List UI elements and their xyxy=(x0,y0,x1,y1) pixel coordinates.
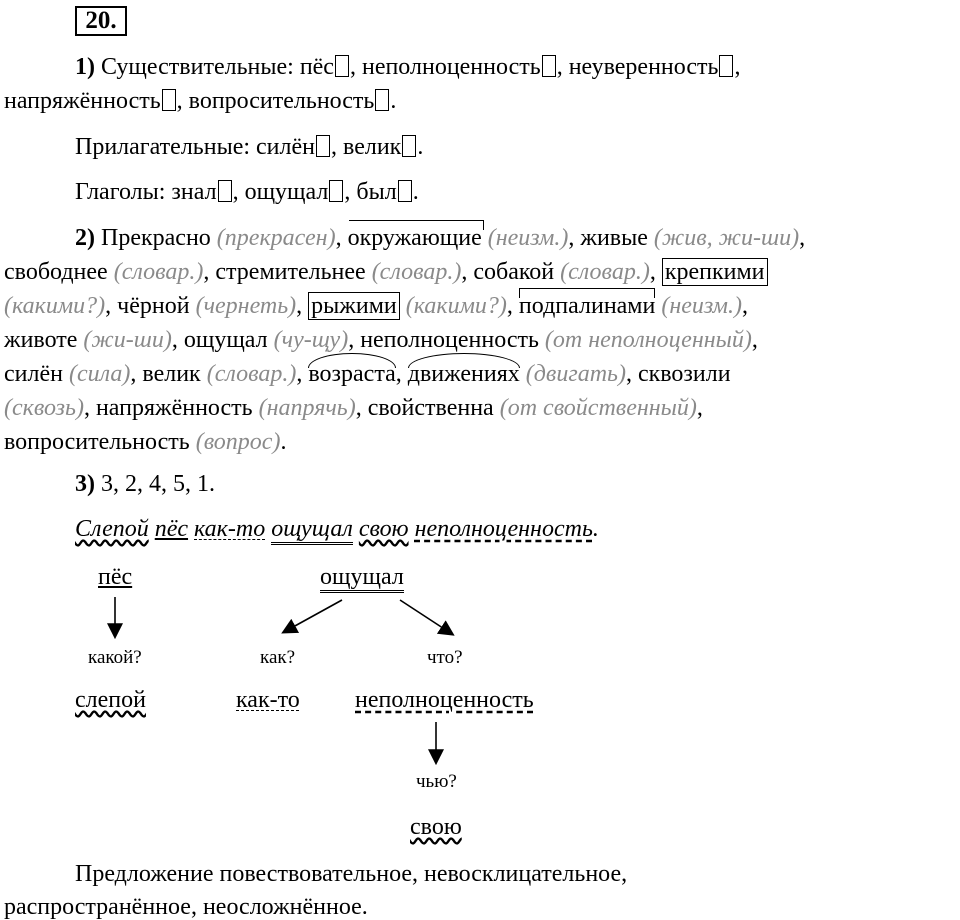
hint: (жив, жи-ши) xyxy=(653,225,800,251)
part1-adj-line: Прилагательные: силён , велик . xyxy=(75,134,424,160)
verb-word: был xyxy=(356,179,397,205)
sentence-word-adverbial: как-то xyxy=(194,516,266,542)
adj-word: силён xyxy=(256,134,315,160)
hint: (сила) xyxy=(68,361,131,387)
word: стремительнее xyxy=(215,259,366,285)
verbs-heading: Глаголы: xyxy=(75,179,166,205)
hint: (прекрасен) xyxy=(216,225,336,251)
noun-word: вопросительность xyxy=(188,88,375,114)
part2-label: 2) xyxy=(75,225,95,251)
word-ending-framed: крепкими xyxy=(662,258,768,286)
sentence-word-object: неполноценность xyxy=(414,516,593,542)
sentence-word-attr: свою xyxy=(358,516,409,542)
hint: (неизм.) xyxy=(487,225,569,251)
question-kak: как? xyxy=(260,647,296,668)
scheme-kak-to: как-то xyxy=(236,687,300,713)
hint: (напрячь) xyxy=(258,395,356,421)
sentence-word-attr: Слепой xyxy=(75,516,149,542)
word: свободнее xyxy=(4,259,108,285)
sentence-period: . xyxy=(592,516,599,542)
scheme-pes: пёс xyxy=(98,564,133,590)
hint: (чернеть) xyxy=(195,293,297,319)
part2-line3: (какими?), чёрной (чернеть), рыжими (какими?), подпалинами (неизм.), xyxy=(4,293,748,319)
word: окружающие xyxy=(347,225,482,251)
part2-line2: свободнее (словар.), стремительнее (словар.), собакой (словар.), крепкими xyxy=(4,260,768,284)
adj-heading: Прилагательные: xyxy=(75,134,251,160)
scheme-svoyu: свою xyxy=(410,814,462,840)
hint: (вопрос) xyxy=(195,429,281,455)
scheme-nepolnocennost: неполноценность xyxy=(355,687,534,713)
part2-line1: 2) Прекрасно (прекрасен), окружающие (неизм.), живые (жив, жи-ши), xyxy=(75,225,806,251)
word: подпалинами xyxy=(518,293,656,319)
hint: (сквозь) xyxy=(4,395,84,421)
hint: (какими?) xyxy=(405,293,507,319)
sentence-word-predicate: ощущал xyxy=(271,516,353,545)
hint: (от свойственный) xyxy=(499,395,697,421)
adj-word: велик xyxy=(343,134,402,160)
noun-word: неполноценность xyxy=(361,54,541,80)
scheme-oshchushchal: ощущал xyxy=(320,565,404,589)
part2-line5: силён (сила), велик (словар.), возраста, движениях (двигать), сквозили xyxy=(4,361,731,387)
part1-verbs-line: Глаголы: знал , ощущал , был . xyxy=(75,179,419,205)
word: велик xyxy=(142,361,201,387)
noun-word: напряжённость xyxy=(4,88,161,114)
word: чёрной xyxy=(117,293,190,319)
arrow-oshch-to-chto xyxy=(400,600,452,634)
word: сквозили xyxy=(637,361,731,387)
verb-word: знал xyxy=(171,179,217,205)
word: вопросительность xyxy=(4,429,190,455)
word: силён xyxy=(4,361,63,387)
hint: (чу-щу) xyxy=(273,327,349,353)
part3-label: 3) xyxy=(75,471,95,497)
part2-line7: вопросительность (вопрос). xyxy=(4,429,287,455)
word: животе xyxy=(4,327,78,353)
word-ending-framed: рыжими xyxy=(308,292,400,320)
part2-line4: животе (жи-ши), ощущал (чу-щу), неполноценность (от неполноценный), xyxy=(4,327,758,353)
word: напряжённость xyxy=(95,395,253,421)
word: возраста xyxy=(308,361,396,387)
order: 3, 2, 4, 5, 1. xyxy=(101,471,215,497)
word: движениях xyxy=(407,361,520,387)
part1-nouns-line: 1) Существительные: пёс , неполноценность , неуверенность , xyxy=(75,54,741,80)
part1-label: 1) xyxy=(75,54,95,80)
noun-word: пёс xyxy=(299,54,334,80)
hint: (жи-ши) xyxy=(83,327,172,353)
word: свойственна xyxy=(367,395,494,421)
hint: (неизм.) xyxy=(661,293,742,319)
sentence-word-subject: пёс xyxy=(154,516,189,542)
part1-nouns-line2: напряжённость , вопросительность . xyxy=(4,88,397,114)
word: собакой xyxy=(473,259,555,285)
hint: (словар.) xyxy=(371,259,462,285)
hint: (словар.) xyxy=(113,259,204,285)
hint: (двигать) xyxy=(525,361,626,387)
conclusion-line2: распространённое, неосложнённое. xyxy=(4,894,368,920)
scheme-slepoy: слепой xyxy=(75,687,146,713)
question-chyu: чью? xyxy=(416,771,457,792)
word: неполноценность xyxy=(360,327,539,353)
part2-line6: (сквозь), напряжённость (напрячь), свойственна (от свойственный), xyxy=(4,395,703,421)
nouns-heading: Существительные: xyxy=(101,54,294,80)
question-chto: что? xyxy=(427,647,463,668)
task-number: 20. xyxy=(75,6,127,36)
word: ощущал xyxy=(183,327,268,353)
question-kakoy: какой? xyxy=(88,647,142,668)
hint: (какими?) xyxy=(4,293,106,319)
conclusion-line1: Предложение повествовательное, невосклицательное, xyxy=(75,861,628,887)
hint: (от неполноценный) xyxy=(544,327,752,353)
word: Прекрасно xyxy=(101,225,211,251)
hint: (словар.) xyxy=(560,259,650,285)
word: живые xyxy=(580,225,648,251)
verb-word: ощущал xyxy=(244,179,329,205)
noun-word: неуверенность xyxy=(568,54,719,80)
arrow-oshch-to-kak xyxy=(284,600,342,632)
hint: (словар.) xyxy=(206,361,297,387)
